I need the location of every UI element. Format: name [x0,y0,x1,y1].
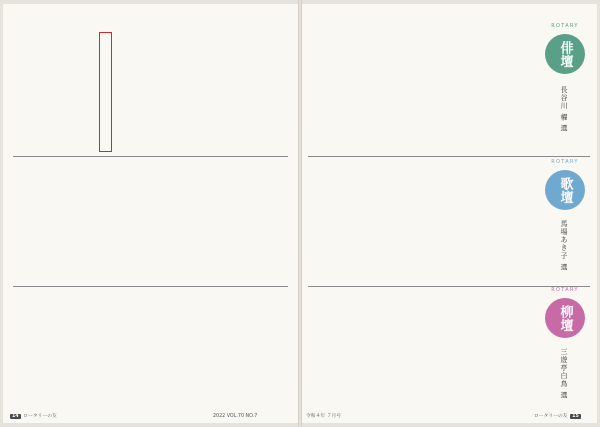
seal-title: 歌壇 [557,176,573,204]
page-number: 14 [12,414,19,419]
seal-label: ROTARY [551,287,579,293]
senryu-selector: 三遊亭白鳥 選 [560,348,568,400]
section-divider [13,286,288,287]
section-divider [308,156,590,157]
haiku-selector: 長谷川 櫂 選 [560,86,568,133]
left-page [3,4,298,423]
left-footer [9,412,57,419]
magazine-name: ロータリーの友 [534,414,568,419]
section-divider [13,156,288,157]
right-page [302,4,597,423]
seal-title: 柳壇 [557,304,573,332]
seal-label: ROTARY [551,23,579,29]
seal-title: 俳壇 [557,40,573,68]
senryu-seal [545,287,585,338]
page-number: 15 [572,414,579,419]
tanka-selector: 馬場あき子 選 [560,220,568,272]
magazine-name: ロータリーの友 [23,414,57,419]
issue-info: 2022 VOL.70 NO.7 [213,414,258,419]
tanka-seal [545,159,585,210]
haiku-seal [545,23,585,74]
right-footer [534,412,582,419]
highlight-box [99,32,112,152]
issue-date: 令和４年 ７月号 [306,414,342,419]
seal-label: ROTARY [551,159,579,165]
